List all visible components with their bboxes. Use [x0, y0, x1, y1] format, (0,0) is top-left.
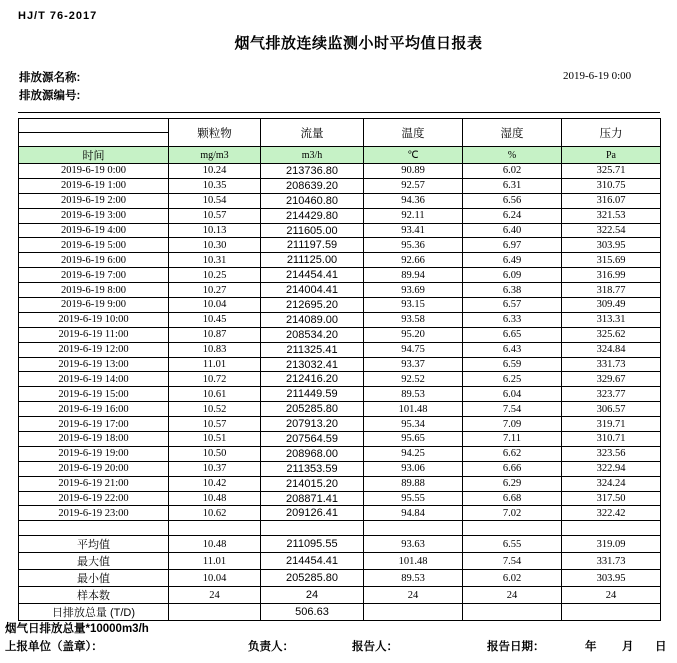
value-cell: 323.77	[562, 387, 661, 402]
value-cell: 89.53	[364, 387, 463, 402]
value-cell: 94.25	[364, 446, 463, 461]
table-row	[19, 342, 661, 357]
table-row	[19, 476, 661, 491]
value-cell: 211605.00	[261, 223, 364, 238]
time-cell: 2019-6-19 9:00	[19, 298, 169, 313]
value-cell: 309.49	[562, 298, 661, 313]
value-cell: 93.06	[364, 461, 463, 476]
time-cell: 2019-6-19 8:00	[19, 283, 169, 298]
value-cell: 316.99	[562, 268, 661, 283]
value-cell: 211325.41	[261, 342, 364, 357]
value-cell: 92.52	[364, 372, 463, 387]
table-row	[19, 587, 661, 604]
report-date-label: 报告日期：	[487, 641, 545, 653]
value-cell: 6.97	[463, 238, 562, 253]
value-cell: 214429.80	[261, 208, 364, 223]
value-cell: 10.48	[169, 491, 261, 506]
value-cell: 212416.20	[261, 372, 364, 387]
value-cell: 10.52	[169, 402, 261, 417]
value-cell: 95.34	[364, 417, 463, 432]
value-cell: 10.04	[169, 298, 261, 313]
standard-number: HJ/T 76-2017	[18, 10, 98, 22]
source-code-label: 排放源编号:	[19, 90, 81, 102]
value-cell: 10.45	[169, 312, 261, 327]
time-cell: 2019-6-19 19:00	[19, 446, 169, 461]
table-row	[19, 268, 661, 283]
value-cell: 11.01	[169, 553, 261, 570]
value-cell: 6.31	[463, 178, 562, 193]
value-cell: 6.68	[463, 491, 562, 506]
value-cell: 207913.20	[261, 417, 364, 432]
time-cell: 2019-6-19 1:00	[19, 178, 169, 193]
value-cell: 331.73	[562, 553, 661, 570]
value-cell: 10.48	[169, 536, 261, 553]
column-header-particulate: 颗粒物	[169, 119, 261, 147]
value-cell: 95.36	[364, 238, 463, 253]
report-datetime: 2019-6-19 0:00	[563, 70, 632, 82]
value-cell: 306.57	[562, 402, 661, 417]
value-cell: 208534.20	[261, 327, 364, 342]
value-cell: 92.11	[364, 208, 463, 223]
time-cell: 2019-6-19 16:00	[19, 402, 169, 417]
value-cell	[169, 604, 261, 621]
time-cell: 2019-6-19 21:00	[19, 476, 169, 491]
value-cell: 205285.80	[261, 570, 364, 587]
value-cell: 7.54	[463, 402, 562, 417]
value-cell: 310.71	[562, 432, 661, 447]
value-cell: 10.83	[169, 342, 261, 357]
time-cell: 2019-6-19 14:00	[19, 372, 169, 387]
value-cell: 10.37	[169, 461, 261, 476]
value-cell: 6.02	[463, 164, 562, 179]
value-cell: 6.38	[463, 283, 562, 298]
table-row	[19, 446, 661, 461]
value-cell: 325.71	[562, 164, 661, 179]
column-header-flow: 流量	[261, 119, 364, 147]
summary-label-cell: 最小值	[19, 570, 169, 587]
value-cell: 207564.59	[261, 432, 364, 447]
day-label: 日	[655, 641, 667, 653]
value-cell: 6.04	[463, 387, 562, 402]
column-header-row	[19, 119, 661, 133]
value-cell: 10.30	[169, 238, 261, 253]
value-cell: 213736.80	[261, 164, 364, 179]
unit-cell-pressure: Pa	[562, 147, 661, 164]
time-cell: 2019-6-19 4:00	[19, 223, 169, 238]
value-cell: 324.84	[562, 342, 661, 357]
value-cell: 10.54	[169, 193, 261, 208]
value-cell: 322.94	[562, 461, 661, 476]
value-cell: 6.59	[463, 357, 562, 372]
value-cell: 89.94	[364, 268, 463, 283]
time-cell: 2019-6-19 13:00	[19, 357, 169, 372]
value-cell: 10.42	[169, 476, 261, 491]
summary-rows	[19, 536, 661, 621]
table-row	[19, 461, 661, 476]
time-header-cell: 时间	[19, 147, 169, 164]
table-row	[19, 238, 661, 253]
value-cell: 6.33	[463, 312, 562, 327]
value-cell: 93.41	[364, 223, 463, 238]
value-cell: 6.02	[463, 570, 562, 587]
header-empty-cell-bottom	[19, 133, 169, 147]
total-emission-note: 烟气日排放总量*10000m3/h	[5, 623, 149, 635]
value-cell: 213032.41	[261, 357, 364, 372]
table-row	[19, 387, 661, 402]
value-cell	[364, 604, 463, 621]
time-cell: 2019-6-19 22:00	[19, 491, 169, 506]
value-cell: 24	[364, 587, 463, 604]
value-cell: 210460.80	[261, 193, 364, 208]
value-cell: 10.50	[169, 446, 261, 461]
value-cell: 94.84	[364, 506, 463, 521]
value-cell: 10.62	[169, 506, 261, 521]
value-cell: 95.55	[364, 491, 463, 506]
value-cell: 209126.41	[261, 506, 364, 521]
value-cell: 94.36	[364, 193, 463, 208]
table-row	[19, 536, 661, 553]
table-row	[19, 357, 661, 372]
summary-label-cell: 样本数	[19, 587, 169, 604]
value-cell: 89.53	[364, 570, 463, 587]
value-cell: 10.72	[169, 372, 261, 387]
value-cell: 313.31	[562, 312, 661, 327]
value-cell: 310.75	[562, 178, 661, 193]
unit-cell-particulate: mg/m3	[169, 147, 261, 164]
value-cell: 324.24	[562, 476, 661, 491]
value-cell: 6.62	[463, 446, 562, 461]
time-cell: 2019-6-19 20:00	[19, 461, 169, 476]
page-title: 烟气排放连续监测小时平均值日报表	[234, 35, 483, 52]
table-row	[19, 164, 661, 179]
table-row	[19, 208, 661, 223]
value-cell: 319.71	[562, 417, 661, 432]
value-cell: 10.24	[169, 164, 261, 179]
time-cell: 2019-6-19 23:00	[19, 506, 169, 521]
value-cell: 331.73	[562, 357, 661, 372]
table-row	[19, 417, 661, 432]
value-cell: 211125.00	[261, 253, 364, 268]
value-cell	[463, 604, 562, 621]
value-cell: 319.09	[562, 536, 661, 553]
table-row	[19, 604, 661, 621]
value-cell: 329.67	[562, 372, 661, 387]
time-cell: 2019-6-19 7:00	[19, 268, 169, 283]
value-cell: 101.48	[364, 553, 463, 570]
table-row	[19, 553, 661, 570]
value-cell: 318.77	[562, 283, 661, 298]
value-cell: 10.51	[169, 432, 261, 447]
value-cell: 7.09	[463, 417, 562, 432]
value-cell: 93.15	[364, 298, 463, 313]
time-cell: 2019-6-19 6:00	[19, 253, 169, 268]
value-cell: 317.50	[562, 491, 661, 506]
value-cell: 90.89	[364, 164, 463, 179]
value-cell: 95.20	[364, 327, 463, 342]
value-cell: 6.09	[463, 268, 562, 283]
value-cell: 6.56	[463, 193, 562, 208]
value-cell: 211095.55	[261, 536, 364, 553]
value-cell: 24	[261, 587, 364, 604]
source-name-label: 排放源名称:	[19, 72, 81, 84]
value-cell: 6.24	[463, 208, 562, 223]
value-cell: 211197.59	[261, 238, 364, 253]
value-cell: 303.95	[562, 238, 661, 253]
time-cell: 2019-6-19 3:00	[19, 208, 169, 223]
value-cell: 321.53	[562, 208, 661, 223]
time-cell: 2019-6-19 11:00	[19, 327, 169, 342]
time-cell: 2019-6-19 15:00	[19, 387, 169, 402]
value-cell: 10.04	[169, 570, 261, 587]
value-cell: 10.27	[169, 283, 261, 298]
value-cell: 212695.20	[261, 298, 364, 313]
table-row	[19, 432, 661, 447]
unit-row	[19, 147, 661, 164]
value-cell: 214089.00	[261, 312, 364, 327]
table-row	[19, 372, 661, 387]
summary-label-cell: 平均值	[19, 536, 169, 553]
value-cell: 315.69	[562, 253, 661, 268]
time-cell: 2019-6-19 2:00	[19, 193, 169, 208]
year-label: 年	[585, 641, 597, 653]
summary-label-cell: 最大值	[19, 553, 169, 570]
value-cell: 205285.80	[261, 402, 364, 417]
value-cell: 325.62	[562, 327, 661, 342]
value-cell: 214454.41	[261, 553, 364, 570]
table-row	[19, 253, 661, 268]
value-cell: 93.63	[364, 536, 463, 553]
value-cell: 208968.00	[261, 446, 364, 461]
value-cell: 11.01	[169, 357, 261, 372]
column-header-temperature: 温度	[364, 119, 463, 147]
value-cell: 94.75	[364, 342, 463, 357]
value-cell: 10.57	[169, 208, 261, 223]
value-cell: 10.87	[169, 327, 261, 342]
value-cell	[562, 604, 661, 621]
value-cell: 211449.59	[261, 387, 364, 402]
value-cell: 6.57	[463, 298, 562, 313]
value-cell: 95.65	[364, 432, 463, 447]
unit-cell-humidity: %	[463, 147, 562, 164]
value-cell: 208871.41	[261, 491, 364, 506]
value-cell: 6.40	[463, 223, 562, 238]
value-cell: 93.37	[364, 357, 463, 372]
header-empty-cell-top	[19, 119, 169, 133]
value-cell: 10.35	[169, 178, 261, 193]
spacer-row	[19, 521, 661, 536]
hourly-rows	[19, 164, 661, 521]
report-unit-label: 上报单位（盖章）：	[5, 641, 103, 653]
value-cell: 89.88	[364, 476, 463, 491]
value-cell: 7.02	[463, 506, 562, 521]
table-row	[19, 491, 661, 506]
value-cell: 6.49	[463, 253, 562, 268]
value-cell: 6.43	[463, 342, 562, 357]
time-cell: 2019-6-19 0:00	[19, 164, 169, 179]
table-row	[19, 298, 661, 313]
top-divider-line	[18, 112, 660, 113]
responsible-person-label: 负责人：	[248, 641, 294, 653]
time-cell: 2019-6-19 17:00	[19, 417, 169, 432]
column-header-pressure: 压力	[562, 119, 661, 147]
value-cell: 208639.20	[261, 178, 364, 193]
table-row	[19, 402, 661, 417]
table-row	[19, 178, 661, 193]
table-row	[19, 223, 661, 238]
value-cell: 316.07	[562, 193, 661, 208]
table-row	[19, 283, 661, 298]
value-cell: 214454.41	[261, 268, 364, 283]
value-cell: 10.61	[169, 387, 261, 402]
value-cell: 323.56	[562, 446, 661, 461]
value-cell: 7.11	[463, 432, 562, 447]
table-row	[19, 193, 661, 208]
value-cell: 6.29	[463, 476, 562, 491]
table-row	[19, 312, 661, 327]
value-cell: 92.57	[364, 178, 463, 193]
unit-cell-flow: m3/h	[261, 147, 364, 164]
value-cell: 211353.59	[261, 461, 364, 476]
value-cell: 24	[562, 587, 661, 604]
table-row	[19, 327, 661, 342]
value-cell: 6.55	[463, 536, 562, 553]
month-label: 月	[622, 641, 634, 653]
value-cell: 10.25	[169, 268, 261, 283]
value-cell: 6.25	[463, 372, 562, 387]
value-cell: 93.69	[364, 283, 463, 298]
value-cell: 214004.41	[261, 283, 364, 298]
time-cell: 2019-6-19 5:00	[19, 238, 169, 253]
monitoring-table	[18, 118, 661, 621]
time-cell: 2019-6-19 10:00	[19, 312, 169, 327]
table-row	[19, 570, 661, 587]
value-cell: 6.66	[463, 461, 562, 476]
value-cell: 101.48	[364, 402, 463, 417]
value-cell: 93.58	[364, 312, 463, 327]
column-header-humidity: 湿度	[463, 119, 562, 147]
value-cell: 92.66	[364, 253, 463, 268]
value-cell: 506.63	[261, 604, 364, 621]
value-cell: 303.95	[562, 570, 661, 587]
spacer-section	[19, 521, 661, 536]
value-cell: 10.57	[169, 417, 261, 432]
time-cell: 2019-6-19 12:00	[19, 342, 169, 357]
value-cell: 24	[463, 587, 562, 604]
table-header	[19, 119, 661, 164]
time-cell: 2019-6-19 18:00	[19, 432, 169, 447]
reporter-label: 报告人：	[352, 641, 398, 653]
unit-cell-temperature: ℃	[364, 147, 463, 164]
value-cell: 6.65	[463, 327, 562, 342]
value-cell: 10.31	[169, 253, 261, 268]
value-cell: 7.54	[463, 553, 562, 570]
value-cell: 10.13	[169, 223, 261, 238]
value-cell: 214015.20	[261, 476, 364, 491]
value-cell: 322.42	[562, 506, 661, 521]
value-cell: 322.54	[562, 223, 661, 238]
table-row	[19, 506, 661, 521]
summary-label-cell: 日排放总量 (T/D)	[19, 604, 169, 621]
value-cell: 24	[169, 587, 261, 604]
